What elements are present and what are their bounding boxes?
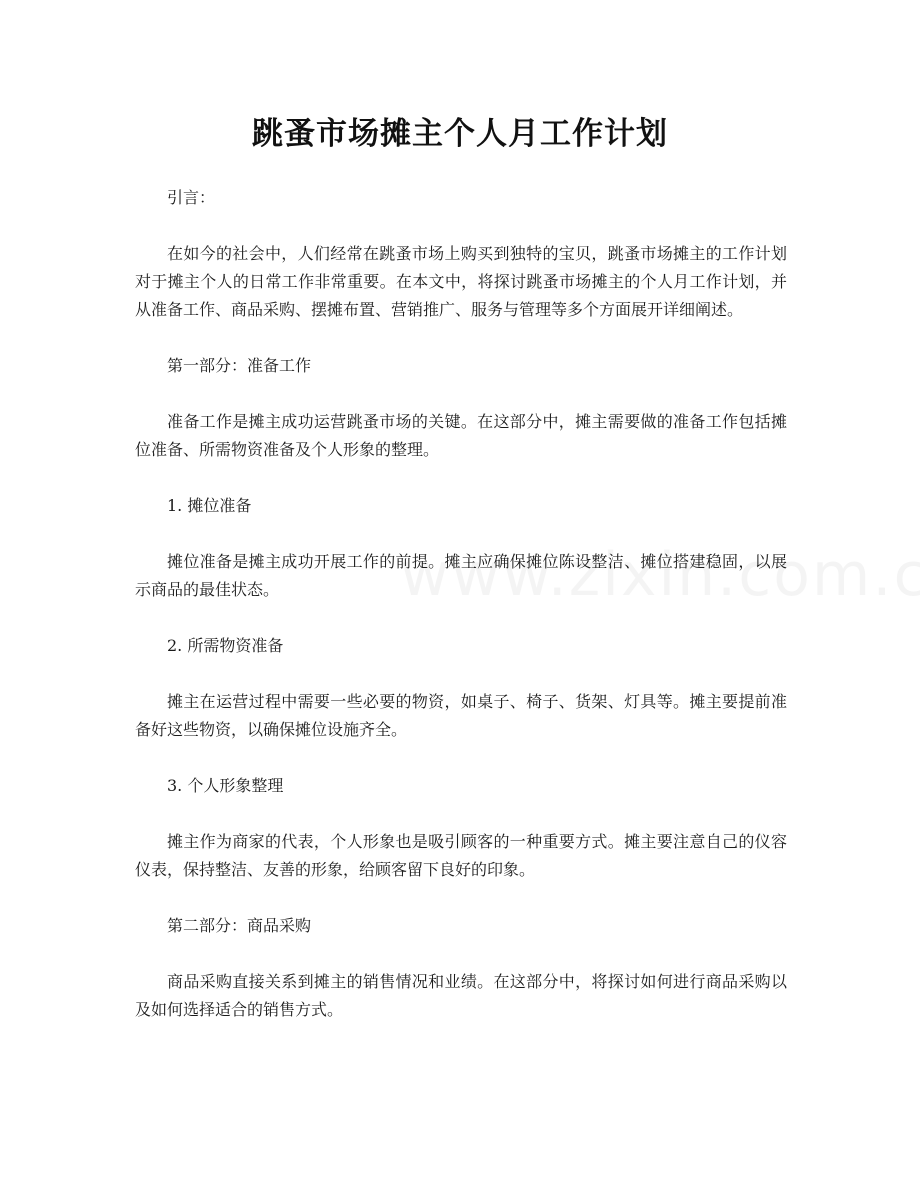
section-1-paragraph: 准备工作是摊主成功运营跳蚤市场的关键。在这部分中，摊主需要做的准备工作包括摊位准备、所需物资准备及个人形象的整理。 (135, 412, 787, 459)
subsection-1-paragraph: 摊位准备是摊主成功开展工作的前提。摊主应确保摊位陈设整洁、摊位搭建稳固，以展示商品的最佳状态。 (135, 552, 787, 599)
subsection-2-paragraph: 摊主在运营过程中需要一些必要的物资，如桌子、椅子、货架、灯具等。摊主要提前准备好这些物资，以确保摊位设施齐全。 (135, 692, 787, 739)
page-title: 跳蚤市场摊主个人月工作计划 (252, 116, 668, 152)
subsection-2-heading: 2. 所需物资准备 (167, 636, 284, 655)
subsection-3-heading: 3. 个人形象整理 (167, 776, 284, 795)
subsection-3-paragraph: 摊主作为商家的代表，个人形象也是吸引顾客的一种重要方式。摊主要注意自己的仪容仪表，保持整洁、友善的形象，给顾客留下良好的印象。 (135, 832, 787, 879)
section-1-heading: 第一部分：准备工作 (167, 356, 312, 375)
document-body (135, 184, 787, 1052)
section-2-heading: 第二部分：商品采购 (167, 916, 312, 935)
section-2-paragraph: 商品采购直接关系到摊主的销售情况和业绩。在这部分中，将探讨如何进行商品采购以及如何选择适合的销售方式。 (135, 972, 787, 1019)
intro-paragraph: 在如今的社会中，人们经常在跳蚤市场上购买到独特的宝贝，跳蚤市场摊主的工作计划对于摊主个人的日常工作非常重要。在本文中，将探讨跳蚤市场摊主的个人月工作计划，并从准备工作、商品采购、摆摊布置、营销推广、服务与管理等多个方面展开详细阐述。 (135, 244, 787, 319)
intro-heading: 引言： (167, 188, 216, 207)
subsection-1-heading: 1. 摊位准备 (167, 496, 252, 515)
